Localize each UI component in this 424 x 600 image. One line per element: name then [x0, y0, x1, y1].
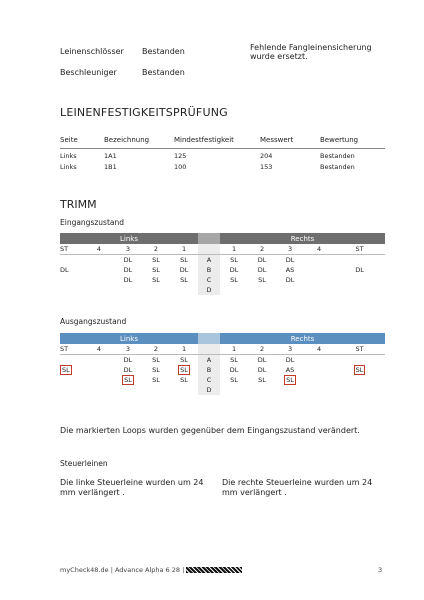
trim-cell: [334, 285, 385, 295]
trim-cell: DL: [229, 366, 239, 374]
trim-cell: DL: [229, 266, 239, 274]
changed-loop-marker: SL: [286, 376, 294, 384]
side-label-right: Rechts: [220, 233, 385, 244]
row-label: A: [198, 355, 220, 366]
trim-cell: [304, 365, 334, 375]
table-cell: Bestanden: [320, 152, 355, 160]
column-header: 2: [142, 244, 170, 255]
table-row: [60, 149, 385, 161]
table-cell: 100: [174, 163, 187, 171]
table-cell: 153: [260, 163, 273, 171]
trim-cell: [220, 385, 248, 395]
trim-cell: DL: [285, 256, 295, 264]
row-label: B: [198, 365, 220, 375]
column-header: 3: [276, 344, 304, 355]
exit-state-label: Ausgangszustand: [60, 317, 127, 326]
trim-side-band: [60, 233, 385, 244]
column-header: Bewertung: [320, 136, 385, 149]
row-label: C: [198, 275, 220, 285]
table-header-row: [60, 136, 385, 149]
trim-cell: [304, 385, 334, 395]
trim-cell: SL: [152, 366, 160, 374]
trim-cell: SL: [152, 266, 160, 274]
column-header: 4: [304, 244, 334, 255]
trim-cell: [84, 375, 114, 385]
trim-cell: SL: [152, 376, 160, 384]
trim-cell: [334, 385, 385, 395]
entry-state-label: Eingangszustand: [60, 218, 125, 227]
trim-cell: [304, 265, 334, 275]
trim-cell: AS: [285, 366, 295, 374]
side-label-left: Links: [60, 333, 198, 344]
trim-cell: SL: [230, 276, 238, 284]
trim-cell: [60, 285, 84, 295]
trim-cell: [170, 285, 198, 295]
trim-cell: DL: [123, 366, 133, 374]
column-header: 3: [114, 244, 142, 255]
column-header: 2: [142, 344, 170, 355]
trim-cell: [84, 285, 114, 295]
trim-cell: [304, 285, 334, 295]
column-header: 1: [170, 244, 198, 255]
trim-cell: [84, 365, 114, 375]
table-cell: 1B1: [104, 163, 117, 171]
footer-text: myCheck48.de | Advance Alpha 6 28 |: [60, 566, 185, 574]
column-header: 1: [220, 344, 248, 355]
column-header: 2: [248, 344, 276, 355]
trim-cell: DL: [123, 356, 133, 364]
side-label-left: Links: [60, 233, 198, 244]
trim-cell: DL: [257, 356, 267, 364]
column-header: 3: [114, 344, 142, 355]
trim-cell: [60, 385, 84, 395]
changed-loop-marker: SL: [355, 366, 364, 374]
row-label: C: [198, 375, 220, 385]
table-cell: Links: [60, 163, 77, 171]
status-label-line-locks: Leinenschlösser: [60, 47, 124, 56]
trim-cell: [142, 385, 170, 395]
table-row: [60, 160, 385, 171]
side-label-right: Rechts: [220, 333, 385, 344]
column-header: ST: [60, 344, 84, 355]
column-header: 4: [84, 344, 114, 355]
column-header: Messwert: [260, 136, 320, 149]
trim-cell: SL: [152, 256, 160, 264]
trim-cell: DL: [123, 256, 133, 264]
trim-cell: DL: [257, 366, 267, 374]
trim-grid: [60, 233, 385, 295]
trim-cell: [84, 275, 114, 285]
line-strength-table: [60, 136, 385, 171]
trim-cell: [304, 355, 334, 366]
trim-row: [60, 255, 385, 266]
trim-table-exit: [60, 333, 385, 395]
trim-cell: [170, 385, 198, 395]
trim-change-note: Die markierten Loops wurden gegenüber dem Eingangszustand verändert.: [60, 426, 360, 435]
column-header: Mindestfestigkeit: [174, 136, 260, 149]
column-header: ST: [334, 344, 385, 355]
trim-cell: DL: [285, 356, 295, 364]
band-gap: [198, 333, 220, 344]
status-note: Fehlende Fangleinensicherung wurde ersetzt.: [250, 43, 372, 61]
row-label: D: [198, 385, 220, 395]
row-label: A: [198, 255, 220, 266]
trim-cell: SL: [180, 276, 188, 284]
trim-column-header-row: [60, 244, 385, 255]
redacted-bar: [186, 567, 242, 573]
trim-row: [60, 355, 385, 366]
trim-table-entry: [60, 233, 385, 295]
column-header: 4: [84, 244, 114, 255]
trim-cell: [276, 375, 304, 385]
trim-cell: SL: [180, 356, 188, 364]
trim-cell: SL: [152, 276, 160, 284]
trim-cell: [304, 275, 334, 285]
changed-loop-marker: SL: [180, 366, 188, 374]
brake-left-note: Die linke Steuerleine wurden um 24 mm verlängert .: [60, 478, 204, 497]
column-header: 3: [276, 244, 304, 255]
band-gap: [198, 233, 220, 244]
status-label-accelerator: Beschleuniger: [60, 68, 117, 77]
section-title-line-strength: LEINENFESTIGKEITSPRÜFUNG: [60, 106, 228, 119]
trim-cell: [84, 265, 114, 275]
trim-cell: DL: [285, 276, 295, 284]
trim-cell: SL: [230, 356, 238, 364]
trim-cell: SL: [152, 356, 160, 364]
table-cell: 204: [260, 152, 273, 160]
trim-cell: DL: [60, 266, 69, 274]
trim-grid: [60, 333, 385, 395]
trim-cell: SL: [230, 376, 238, 384]
row-label: B: [198, 265, 220, 275]
changed-loop-marker: SL: [124, 376, 132, 384]
trim-cell: [114, 385, 142, 395]
trim-row: [60, 385, 385, 395]
column-header: 1: [170, 344, 198, 355]
trim-cell: [248, 285, 276, 295]
footer: [60, 566, 242, 574]
trim-cell: [304, 255, 334, 266]
trim-cell: DL: [123, 266, 133, 274]
trim-cell: AS: [285, 266, 295, 274]
column-header: ST: [60, 244, 84, 255]
trim-cell: SL: [230, 256, 238, 264]
trim-cell: [248, 385, 276, 395]
trim-cell: DL: [355, 266, 364, 274]
trim-side-band: [60, 333, 385, 344]
trim-cell: [114, 375, 142, 385]
trim-cell: [84, 255, 114, 266]
trim-cell: SL: [258, 376, 266, 384]
column-header: 2: [248, 244, 276, 255]
trim-cell: [304, 375, 334, 385]
trim-cell: [114, 285, 142, 295]
table-cell: Bestanden: [320, 163, 355, 171]
trim-cell: DL: [179, 266, 189, 274]
trim-cell: [220, 285, 248, 295]
status-value-line-locks: Bestanden: [142, 47, 185, 56]
trim-cell: SL: [180, 376, 188, 384]
column-header: Seite: [60, 136, 104, 149]
trim-cell: DL: [257, 256, 267, 264]
status-value-accelerator: Bestanden: [142, 68, 185, 77]
page-number: 3: [378, 566, 383, 574]
brake-right-note: Die rechte Steuerleine wurden um 24 mm verlängert .: [222, 478, 373, 497]
trim-cell: DL: [123, 276, 133, 284]
trim-row: [60, 285, 385, 295]
table-cell: 1A1: [104, 152, 117, 160]
trim-cell: [276, 285, 304, 295]
trim-cell: [334, 355, 385, 386]
trim-cell: [60, 355, 84, 386]
column-header: 4: [304, 344, 334, 355]
table-cell: Links: [60, 152, 77, 160]
row-label: D: [198, 285, 220, 295]
trim-cell: [142, 285, 170, 295]
trim-cell: SL: [258, 276, 266, 284]
column-header: [198, 244, 220, 255]
trim-cell: [276, 385, 304, 395]
column-header: 1: [220, 244, 248, 255]
column-header: ST: [334, 244, 385, 255]
trim-cell: [84, 355, 114, 366]
trim-cell: DL: [257, 266, 267, 274]
trim-cell: SL: [180, 256, 188, 264]
changed-loop-marker: SL: [62, 366, 70, 374]
trim-cell: [170, 365, 198, 375]
column-header: Bezeichnung: [104, 136, 174, 149]
section-title-trim: TRIMM: [60, 198, 97, 211]
section-title-brake-lines: Steuerleinen: [60, 459, 108, 468]
trim-column-header-row: [60, 344, 385, 355]
table-cell: 125: [174, 152, 187, 160]
column-header: [198, 344, 220, 355]
trim-cell: [84, 385, 114, 395]
